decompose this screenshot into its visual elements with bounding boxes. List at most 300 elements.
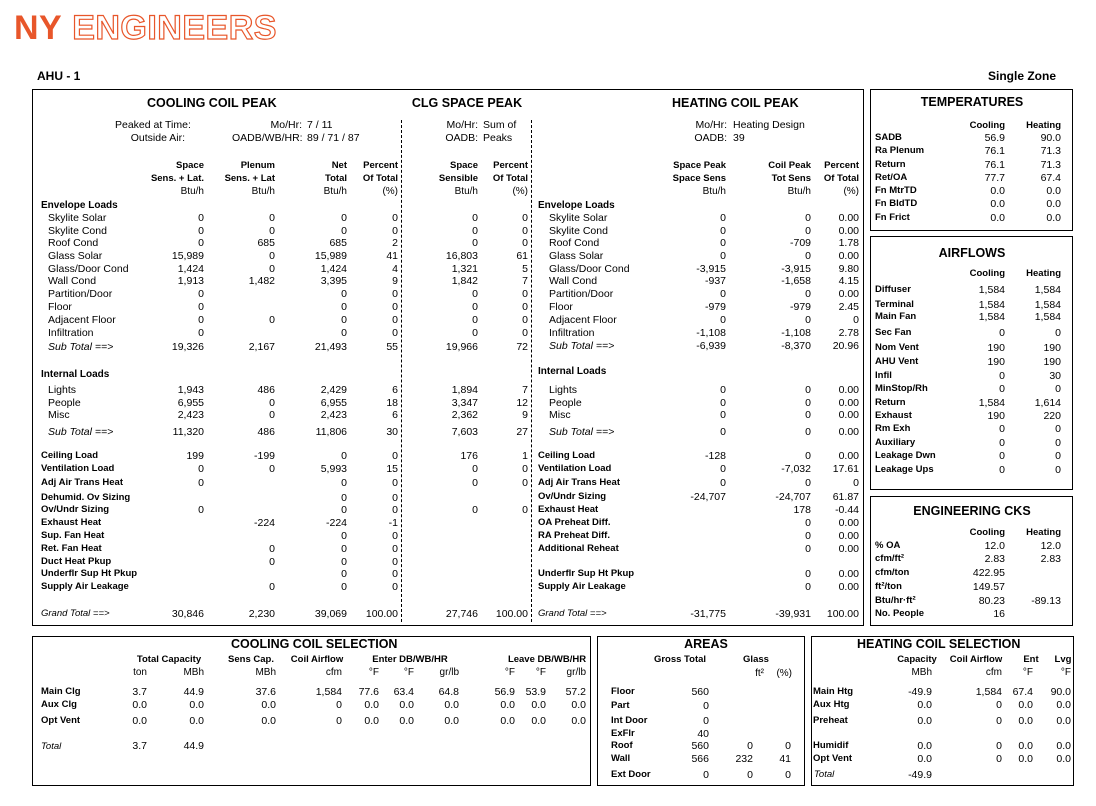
cooling-value: 77.7 (984, 172, 1005, 184)
row-label: Ret/OA (875, 172, 908, 183)
cooling-value: 0 (198, 225, 204, 237)
heat-coil-value: 0.0 (917, 699, 932, 711)
col-header: Coil Peak (768, 160, 811, 171)
col-header: Of Total (492, 173, 528, 184)
coil-value: 0.0 (132, 699, 147, 711)
heating-value: 0 (805, 314, 811, 326)
space-value: 0 (472, 288, 478, 300)
heating-value: 20.96 (832, 340, 859, 352)
cooling-value: 15,989 (314, 250, 347, 262)
heating-value: 0 (853, 314, 859, 326)
total-value: 44.9 (183, 740, 204, 752)
cooling-value: 11,806 (315, 426, 347, 438)
unit-header: °F (504, 667, 515, 678)
heating-value: 0 (1055, 383, 1061, 395)
total-value: -49.9 (908, 769, 932, 781)
heating-value: 90.0 (1040, 132, 1061, 144)
row-label: % OA (875, 540, 901, 551)
space-value: 0 (522, 477, 528, 489)
coil-value: 0.0 (399, 699, 414, 711)
logo-engineers: ENGINEERS (72, 9, 277, 47)
row-label: Sec Fan (875, 327, 912, 338)
cooling-value: 0 (269, 543, 275, 555)
clg-space-peak-title: CLG SPACE PEAK (411, 96, 523, 110)
unit-header: ton (133, 667, 147, 678)
row-label: MinStop/Rh (875, 383, 928, 394)
heating-value: 0 (805, 397, 811, 409)
heat-coil-value: 0.0 (1056, 699, 1071, 711)
col-header: Percent (824, 160, 859, 171)
row-label: OA Preheat Diff. (538, 517, 611, 528)
heating-value: 0.00 (838, 543, 859, 555)
space-value: 1,321 (451, 263, 478, 275)
unit-header: cfm (325, 667, 342, 678)
cooling-value: 0 (392, 301, 398, 313)
heating-value: 0 (805, 568, 811, 580)
row-label: Int Door (611, 715, 648, 726)
cooling-value: -224 (253, 517, 275, 529)
cooling-value: -1 (388, 517, 398, 529)
coil-value: 77.6 (358, 686, 379, 698)
cooling-value: 0 (392, 212, 398, 224)
heating-value: 0 (1055, 450, 1061, 462)
logo-ny: NY (14, 9, 63, 47)
heating-value: 0 (805, 250, 811, 262)
cooling-value: 1,584 (978, 299, 1005, 311)
cooling-value: 0 (269, 225, 275, 237)
cooling-value: 0 (198, 288, 204, 300)
row-label: Fn BldTD (875, 198, 918, 209)
coil-value: 1,584 (315, 686, 342, 698)
cooling-value: 2,423 (177, 409, 204, 421)
cooling-value: -224 (325, 517, 347, 529)
heating-value: -3,915 (781, 263, 811, 275)
grand-total-label-right: Grand Total ==> (538, 608, 607, 619)
heating-value: -979 (789, 301, 811, 313)
coil-value: 0.0 (500, 715, 515, 727)
row-label: Main Htg (813, 686, 854, 697)
col-header: Cooling (969, 268, 1005, 279)
row-label: Supply Air Leakage (41, 581, 129, 592)
heating-value: -1,108 (781, 327, 811, 339)
heating-value: 0.0 (1046, 185, 1061, 197)
space-value: 0 (472, 237, 478, 249)
cooling-value: 2,429 (320, 384, 347, 396)
row-label: Return (875, 397, 906, 408)
unit-header: (%) (776, 668, 792, 679)
heat-coil-value: 0.0 (1056, 715, 1071, 727)
temps-title: TEMPERATURES (920, 95, 1024, 109)
cooling-value: 0 (392, 314, 398, 326)
heating-value: 0.00 (838, 225, 859, 237)
heat-coil-value: 0.0 (1018, 715, 1033, 727)
row-label: Main Clg (41, 686, 81, 697)
cooling-coil-peak-title: COOLING COIL PEAK (147, 96, 277, 110)
row-label: Preheat (813, 715, 848, 726)
glass-ft2: 0 (747, 740, 753, 752)
unit-header: MBh (911, 667, 932, 678)
col-header: (%) (512, 186, 528, 197)
heating-value: 1.78 (838, 237, 859, 249)
cooling-value: 0 (999, 464, 1005, 476)
glass-pct: 41 (779, 753, 791, 765)
heating-value: 0 (720, 237, 726, 249)
cooling-value: 1,943 (177, 384, 204, 396)
coil-value: 53.9 (525, 686, 546, 698)
row-label: Terminal (875, 299, 914, 310)
cooling-value: 0 (392, 225, 398, 237)
cooling-value: 0 (269, 556, 275, 568)
heating-value: 1,584 (1034, 311, 1061, 323)
coil-value: 0 (336, 699, 342, 711)
brand-logo (14, 8, 277, 48)
row-label: Ventilation Load (538, 463, 612, 474)
unit-header: cfm (985, 667, 1002, 678)
row-label: Main Fan (875, 311, 917, 322)
row-label: Opt Vent (41, 715, 81, 726)
row-label: Ra Plenum (875, 145, 925, 156)
eng-title: ENGINEERING CKS (913, 504, 1031, 518)
row-label: Floor (611, 686, 635, 697)
heating-value: -1,658 (781, 275, 811, 287)
unit-header: °F (535, 667, 546, 678)
heat-coil-value: 0 (996, 753, 1002, 765)
row-label: Opt Vent (813, 753, 853, 764)
heating-value: -24,707 (775, 491, 811, 503)
space-value: 0 (522, 327, 528, 339)
heating-value: 0 (805, 225, 811, 237)
heat-coil-value: 0.0 (917, 715, 932, 727)
col-header: Sensible (438, 173, 478, 184)
heat-coil-value: 0.0 (1018, 740, 1033, 752)
col-header: Heating (1026, 527, 1061, 538)
row-label: Wall (611, 753, 631, 764)
cooling-value: 0 (341, 492, 347, 504)
row-label: Underflr Sup Ht Pkup (41, 568, 138, 579)
cooling-value: 0 (341, 314, 347, 326)
heating-value: 0.00 (838, 426, 859, 438)
cooling-value: 0.0 (990, 185, 1005, 197)
col-header: Glass (743, 654, 769, 665)
glass-ft2: 0 (747, 769, 753, 781)
coil-value: 0.0 (444, 715, 459, 727)
space-value: 0 (472, 301, 478, 313)
heating-value: 0 (1055, 327, 1061, 339)
cooling-value: 0 (999, 437, 1005, 449)
cooling-value: 9 (392, 275, 398, 287)
heating-value: 61.87 (832, 491, 859, 503)
col-header: (%) (843, 186, 859, 197)
cooling-value: 0 (392, 477, 398, 489)
total-value: 3.7 (132, 740, 147, 752)
col-header: Btu/h (323, 186, 347, 197)
csp-oadb-value: Peaks (483, 132, 513, 144)
divider-2 (531, 120, 532, 622)
grand-total-value: 30,846 (171, 608, 204, 620)
coil-value: 3.7 (132, 686, 147, 698)
row-label: Floor (549, 301, 573, 313)
heating-value: -1,108 (696, 327, 726, 339)
coil-value: 44.9 (183, 686, 204, 698)
heating-value: 0 (720, 225, 726, 237)
coil-value: 0.0 (261, 715, 276, 727)
row-label: Partition/Door (549, 288, 614, 300)
gross-value: 560 (691, 686, 709, 698)
row-label: Adj Air Trans Heat (41, 477, 124, 488)
heating-value: -24,707 (690, 491, 726, 503)
cooling-value: 2,167 (248, 341, 275, 353)
heating-value: -8,370 (781, 340, 811, 352)
unit-header: gr/lb (439, 667, 459, 678)
cooling-value: 0 (198, 477, 204, 489)
heating-value: 0.00 (838, 568, 859, 580)
row-label: Infiltration (48, 327, 94, 339)
cooling-value: 1,424 (177, 263, 204, 275)
grand-total-space: 27,746 (445, 608, 478, 620)
cooling-value: 0 (392, 543, 398, 555)
cooling-value: 0 (198, 237, 204, 249)
col-header: Total Capacity (136, 654, 202, 665)
cooling-value: 0 (392, 556, 398, 568)
row-label: No. People (875, 608, 925, 619)
row-label: Fn Frict (875, 212, 910, 223)
heating-value: 1,614 (1034, 397, 1061, 409)
cooling-value: 190 (987, 342, 1005, 354)
row-label: Ext Door (611, 769, 651, 780)
heat-coil-value: 0.0 (917, 753, 932, 765)
cooling-value: 1,584 (978, 311, 1005, 323)
csp-mo-label: Mo/Hr: (446, 119, 478, 131)
unit-header: °F (1060, 667, 1071, 678)
row-label: Floor (48, 301, 72, 313)
heating-value: 0.00 (838, 250, 859, 262)
heating-value: 0.00 (838, 450, 859, 462)
row-label: Duct Heat Pkup (41, 556, 112, 567)
row-label: Glass Solar (48, 250, 103, 262)
space-value: 7,603 (451, 426, 478, 438)
row-label: Lights (48, 384, 77, 396)
space-value: 0 (522, 463, 528, 475)
col-header: Btu/h (180, 186, 204, 197)
coil-value: 0.0 (399, 715, 414, 727)
heating-value: 0 (720, 288, 726, 300)
cooling-value: 2,423 (320, 409, 347, 421)
glass-pct: 0 (785, 769, 791, 781)
col-header: Cooling (969, 527, 1005, 538)
heating-value: 0 (805, 517, 811, 529)
row-label: Additional Reheat (538, 543, 619, 554)
row-label: Sub Total ==> (549, 340, 615, 352)
envelope-loads-label: Envelope Loads (41, 200, 118, 211)
row-label: Ov/Undr Sizing (41, 504, 110, 515)
gross-value: 560 (691, 740, 709, 752)
heat-coil-value: -49.9 (908, 686, 932, 698)
heating-value: 0 (1055, 423, 1061, 435)
unit-header: gr/lb (566, 667, 586, 678)
cooling-value: 0 (341, 288, 347, 300)
cooling-value: 0 (269, 212, 275, 224)
unit-header: °F (403, 667, 414, 678)
col-header: Enter DB/WB/HR (372, 654, 448, 665)
glass-ft2: 232 (735, 753, 753, 765)
row-label: Skylite Cond (549, 225, 608, 237)
glass-pct: 0 (785, 740, 791, 752)
cooling-value: 0 (269, 314, 275, 326)
gross-value: 0 (703, 715, 709, 727)
peaked-mo-label: Mo/Hr: (270, 119, 302, 131)
col-header: Sens. + Lat (224, 173, 275, 184)
hcp-mo-value: Heating Design (733, 119, 805, 131)
heating-value: 0 (805, 581, 811, 593)
space-value: 0 (522, 288, 528, 300)
row-label: Infil (875, 370, 892, 381)
cooling-value: 0 (198, 327, 204, 339)
heating-value: 71.3 (1040, 145, 1061, 157)
col-header: Cooling (969, 120, 1005, 131)
heating-value: 67.4 (1040, 172, 1061, 184)
heating-value: -6,939 (696, 340, 726, 352)
col-header: Space (176, 160, 204, 171)
heat-coil-value: 90.0 (1050, 686, 1071, 698)
internal-loads-label: Internal Loads (41, 369, 110, 380)
col-header: Of Total (823, 173, 859, 184)
peaked-value: 7 / 11 (307, 119, 333, 131)
coil-value: 0.0 (571, 699, 586, 711)
col-header: Leave DB/WB/HR (507, 654, 587, 665)
areas-title: AREAS (684, 637, 728, 651)
unit-title: AHU - 1 (37, 69, 81, 83)
cooling-value: 0 (341, 327, 347, 339)
heating-value: 0 (805, 212, 811, 224)
unit-header: ft² (755, 668, 764, 679)
heating-value: 0 (805, 543, 811, 555)
heating-value: 0 (805, 409, 811, 421)
heating-value: -128 (704, 450, 726, 462)
row-label: Fn MtrTD (875, 185, 917, 196)
outside-air-label: Outside Air: (130, 132, 185, 144)
cooling-value: 0 (999, 450, 1005, 462)
cooling-value: 0 (392, 530, 398, 542)
cooling-value: 11,320 (172, 426, 204, 438)
space-value: 0 (472, 477, 478, 489)
cooling-value: 56.9 (984, 132, 1005, 144)
row-label: Misc (549, 409, 571, 421)
row-label: Sub Total ==> (549, 426, 615, 438)
col-header: Gross Total (653, 654, 707, 665)
cooling-value: 0.0 (990, 198, 1005, 210)
heating-value: -979 (704, 301, 726, 313)
heating-value: 0 (720, 477, 726, 489)
heating-value: 0 (853, 477, 859, 489)
row-label: Ret. Fan Heat (41, 543, 102, 554)
row-label: RA Preheat Diff. (538, 530, 610, 541)
unit-header: MBh (183, 667, 204, 678)
space-value: 12 (516, 397, 528, 409)
heating-value: 0.00 (838, 581, 859, 593)
cooling-value: 0 (341, 212, 347, 224)
row-label: Supply Air Leakage (538, 581, 626, 592)
divider-1 (401, 120, 402, 622)
heating-value: 0 (805, 384, 811, 396)
row-label: Glass/Door Cond (549, 263, 630, 275)
cooling-value: 0 (269, 463, 275, 475)
heating-value: 0.00 (838, 384, 859, 396)
heating-value: 1,584 (1034, 284, 1061, 296)
heating-value: 0 (805, 530, 811, 542)
cooling-value: 15,989 (171, 250, 204, 262)
cooling-value: 1,913 (177, 275, 204, 287)
row-label: Ceiling Load (538, 450, 595, 461)
heating-value: 71.3 (1040, 159, 1061, 171)
cooling-value: 16 (993, 608, 1005, 620)
space-value: 7 (522, 384, 528, 396)
heating-value: -3,915 (696, 263, 726, 275)
heating-value: 0.00 (838, 409, 859, 421)
heating-value: 0.00 (838, 288, 859, 300)
space-value: 19,966 (445, 341, 478, 353)
row-label: Misc (48, 409, 70, 421)
row-label: Return (875, 159, 906, 170)
heating-value: 0 (720, 212, 726, 224)
heating-value: 2.45 (838, 301, 859, 313)
row-label: cfm/ton (875, 567, 910, 578)
heating-value: 0.00 (838, 530, 859, 542)
col-header: Percent (363, 160, 398, 171)
heating-value: 190 (1043, 342, 1061, 354)
row-label: Wall Cond (48, 275, 97, 287)
space-value: 0 (472, 463, 478, 475)
col-header: Btu/h (251, 186, 275, 197)
coil-value: 56.9 (494, 686, 515, 698)
heat-coil-value: 1,584 (975, 686, 1002, 698)
row-label: Lights (549, 384, 578, 396)
cooling-value: 0 (392, 288, 398, 300)
heating-value: -7,032 (781, 463, 811, 475)
coil-value: 0.0 (189, 715, 204, 727)
row-label: AHU Vent (875, 356, 919, 367)
cooling-value: 0 (198, 212, 204, 224)
cooling-value: 685 (257, 237, 275, 249)
row-label: ft²/ton (875, 581, 902, 592)
col-header: Btu/h (702, 186, 726, 197)
row-label: Sup. Fan Heat (41, 530, 105, 541)
space-value: 7 (522, 275, 528, 287)
space-value: 0 (522, 301, 528, 313)
row-label: Glass/Door Cond (48, 263, 129, 275)
total-label: Total (814, 769, 835, 780)
cooling-value: 76.1 (984, 159, 1005, 171)
coil-value: 0.0 (571, 715, 586, 727)
cooling-value: 0 (341, 543, 347, 555)
heating-value: 0 (1055, 437, 1061, 449)
row-label: Roof Cond (48, 237, 99, 249)
grand-total-value: 39,069 (314, 608, 347, 620)
col-header: (%) (382, 186, 398, 197)
col-header: Lvg (1054, 654, 1072, 665)
cooling-value: 0 (392, 504, 398, 516)
row-label: Humidif (813, 740, 849, 751)
coil-value: 37.6 (255, 686, 276, 698)
cooling-value: 0 (999, 423, 1005, 435)
space-value: 176 (460, 450, 478, 462)
cooling-value: 0 (392, 450, 398, 462)
cooling-value: 6 (392, 409, 398, 421)
col-header: Net (331, 160, 347, 171)
oadb-label: OADB/WB/HR: (232, 132, 303, 144)
col-header: Capacity (897, 654, 937, 665)
col-header: Plenum (240, 160, 275, 171)
coil-value: 0.0 (261, 699, 276, 711)
